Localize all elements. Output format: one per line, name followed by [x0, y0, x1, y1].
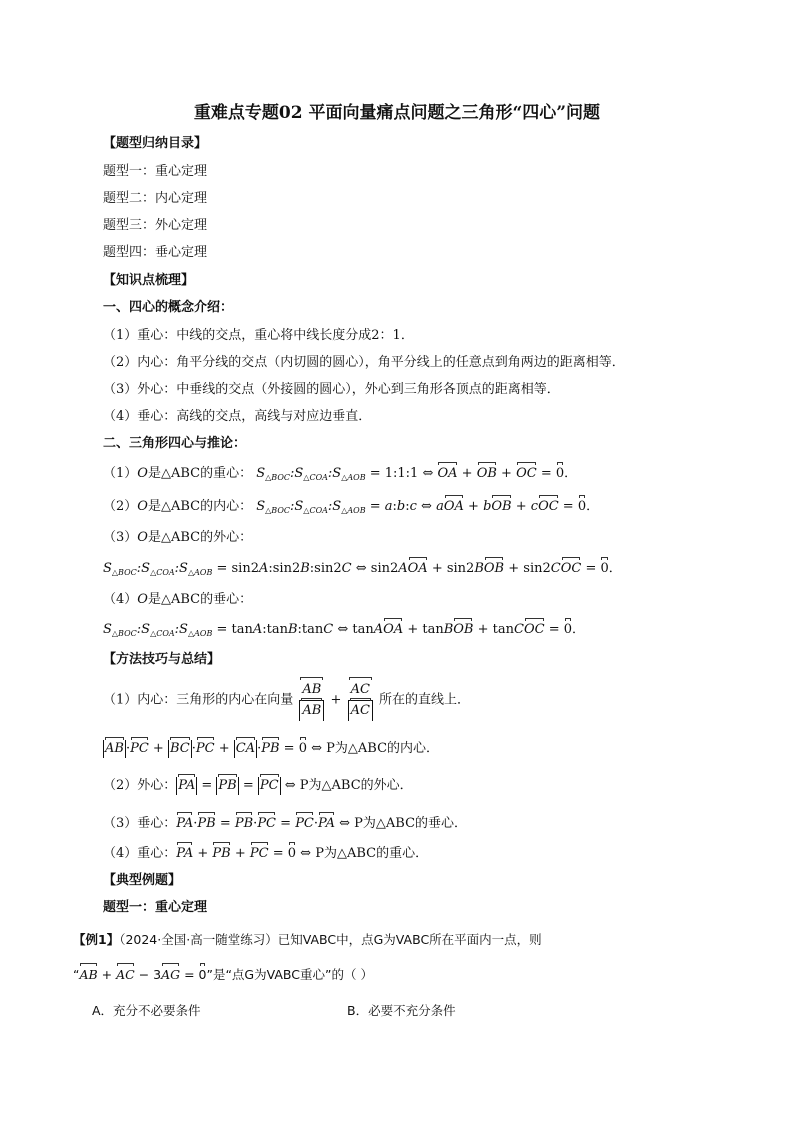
option-b[interactable]: B．必要不充分条件: [347, 1003, 456, 1018]
concept-orthocenter: （4）垂心：高线的交点，高线与对应边垂直．: [103, 409, 372, 424]
method-centroid: （4）重心：PA + PB + PC = 0 ⇔ P为△ABC的重心．: [103, 846, 429, 861]
corollary-circumcenter-formula: $S_{\triangle BOC}:S_{\triangle COA}:S_{\triangle AOB}$ = sin2A:sin2B:sin2C ⇔ sin2AOA + sin2BOB + sin2COC = 0．: [103, 561, 622, 577]
corollary-orthocenter-label: （4）O是△ABC的垂心：: [103, 592, 253, 607]
option-a[interactable]: A．充分不必要条件: [92, 1003, 201, 1018]
corollary-centroid: （1）O是△ABC的重心： $S_{\triangle BOC}:S_{\triangle COA}:S_{\triangle AOB}$ = 1:1:1 ⇔ OA + OB + OC = 0．: [103, 466, 578, 482]
corollary-circumcenter-label: （3）O是△ABC的外心：: [103, 530, 253, 545]
method-incenter-condition: AB ·PC + BC ·PC + CA ·PB = 0 ⇔ P为△ABC的内心．: [105, 741, 440, 756]
toc-item-3: 题型三：外心定理: [103, 218, 208, 233]
example1-condition: “AB + AC − 3AG = 0”是“点G为VABC重心”的（ ）: [73, 967, 373, 982]
examples-heading: 【典型例题】: [103, 873, 182, 888]
method-circumcenter: （2）外心： PA = PB = PC ⇔ P为△ABC的外心．: [103, 778, 413, 793]
page-title: 重难点专题02 平面向量痛点问题之三角形“四心”问题: [193, 103, 601, 123]
concept-incenter: （2）内心：角平分线的交点（内切圆的圆心），角平分线上的任意点到角两边的距离相等．: [103, 355, 625, 370]
section-corollaries: 二、三角形四心与推论：: [103, 436, 247, 451]
toc-item-4: 题型四：垂心定理: [103, 245, 208, 260]
toc-item-2: 题型二：内心定理: [103, 191, 208, 206]
methods-heading: 【方法技巧与总结】: [103, 652, 221, 667]
example1-stem: 【例1】（2024·全国·高一随堂练习）已知VABC中，点G为VABC所在平面内一点，则: [73, 932, 542, 947]
concept-centroid: （1）重心：中线的交点，重心将中线长度分成2：1．: [103, 328, 414, 343]
concept-circumcenter: （3）外心：中垂线的交点（外接圆的圆心），外心到三角形各顶点的距离相等．: [103, 382, 560, 397]
method-incenter-direction: （1）内心：三角形的内心在向量 $\frac{AB}{AB}$ + $\frac{AC}{AC}$ 所在的直线上．: [103, 680, 470, 721]
toc-heading: 【题型归纳目录】: [103, 136, 208, 151]
toc-item-1: 题型一：重心定理: [103, 164, 208, 179]
corollary-orthocenter-formula: $S_{\triangle BOC}:S_{\triangle COA}:S_{\triangle AOB}$ = tanA:tanB:tanC ⇔ tanAOA + tanBOB + tanCOC = 0．: [103, 622, 586, 638]
section-four-centers: 一、四心的概念介绍：: [103, 300, 234, 315]
type1-heading: 题型一：重心定理: [103, 900, 208, 915]
corollary-incenter: （2）O是△ABC的内心： $S_{\triangle BOC}:S_{\triangle COA}:S_{\triangle AOB}$ = a:b:c ⇔ aOA + bOB + cOC = 0．: [103, 499, 600, 515]
knowledge-heading: 【知识点梳理】: [103, 273, 195, 288]
method-orthocenter: （3）垂心：PA·PB = PB·PC = PC·PA ⇔ P为△ABC的垂心．: [103, 816, 468, 831]
